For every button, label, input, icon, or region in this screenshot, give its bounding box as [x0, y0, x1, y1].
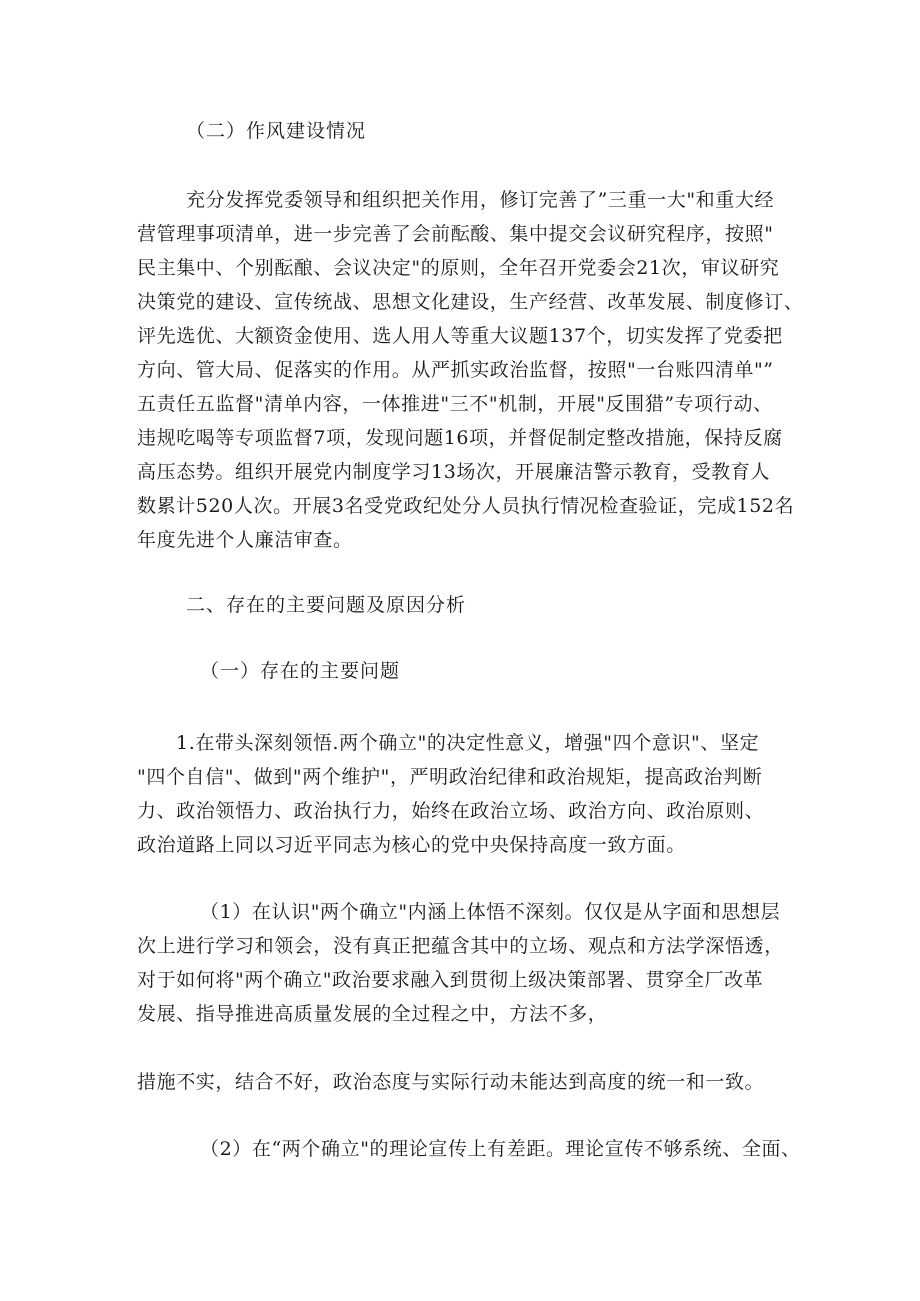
paragraph-line: 民主集中、个别酝酿、会议决定"的原则，全年召开党委会21次，审议研究: [137, 257, 780, 279]
paragraph-line: （1）在认识"两个确立"内涵上体悟不深刻。仅仅是从字面和思想层: [200, 901, 781, 923]
section-heading: （二）作风建设情况: [186, 120, 367, 142]
paragraph-line: 1.在带头深刻领悟.两个确立"的决定性意义，增强"四个意识"、坚定: [176, 732, 760, 754]
paragraph-line: 措施不实，结合不好，政治态度与实际行动未能达到高度的统一和一致。: [137, 1071, 765, 1093]
paragraph-line: 评先选优、大额资金使用、选人用人等重大议题137个，切实发挥了党委把: [137, 325, 783, 347]
paragraph-line: 充分发挥党委领导和组织把关作用，修订完善了”三重一大"和重大经: [186, 189, 775, 211]
paragraph-line: 政治道路上同以习近平同志为核心的党中央保持高度一致方面。: [137, 834, 686, 856]
paragraph-line: 次上进行学习和领会，没有真正把蕴含其中的立场、观点和方法学深悟透，: [137, 935, 784, 957]
paragraph-line: 对于如何将"两个确立"政治要求融入到贯彻上级决策部署、贯穿全厂改革: [137, 969, 764, 991]
paragraph-line: 方向、管大局、促落实的作用。从严抓实政治监督，按照"一台账四清单"”: [137, 359, 774, 381]
paragraph-line: 五责任五监督"清单内容，一体推进"三不"机制，开展"反围猎”专项行动、: [137, 393, 773, 415]
paragraph-line: 力、政治领悟力、政治执行力，始终在政治立场、政治方向、政治原则、: [137, 800, 765, 822]
paragraph-line: 年度先进个人廉洁审查。: [137, 529, 353, 551]
paragraph-line: 决策党的建设、宣传统战、思想文化建设，生产经营、改革发展、制度修订、: [137, 291, 804, 313]
subsection-heading: （一）存在的主要问题: [200, 660, 401, 682]
paragraph-line: 违规吃喝等专项监督7项，发现问题16项，并督促制定整改措施，保持反腐: [137, 427, 783, 449]
paragraph-line: 数累计520人次。开展3名受党政纪处分人员执行情况检查验证，完成152名: [137, 495, 795, 517]
paragraph-line: 发展、指导推进高质量发展的全过程之中，方法不多，: [137, 1003, 608, 1025]
part-heading: 二、存在的主要问题及原因分析: [186, 594, 467, 616]
paragraph-line: 营管理事项清单，进一步完善了会前酝酸、集中提交会议研究程序，按照": [137, 223, 774, 245]
paragraph-line: "四个自信"、做到"两个维护"，严明政治纪律和政治规矩，提高政治判断: [137, 766, 763, 788]
paragraph-line: 高压态势。组织开展党内制度学习13场次，开展廉洁警示教育，受教育人: [137, 461, 770, 483]
paragraph-line: （2）在“两个确立"的理论宣传上有差距。理论宣传不够系统、全面、: [200, 1138, 801, 1160]
